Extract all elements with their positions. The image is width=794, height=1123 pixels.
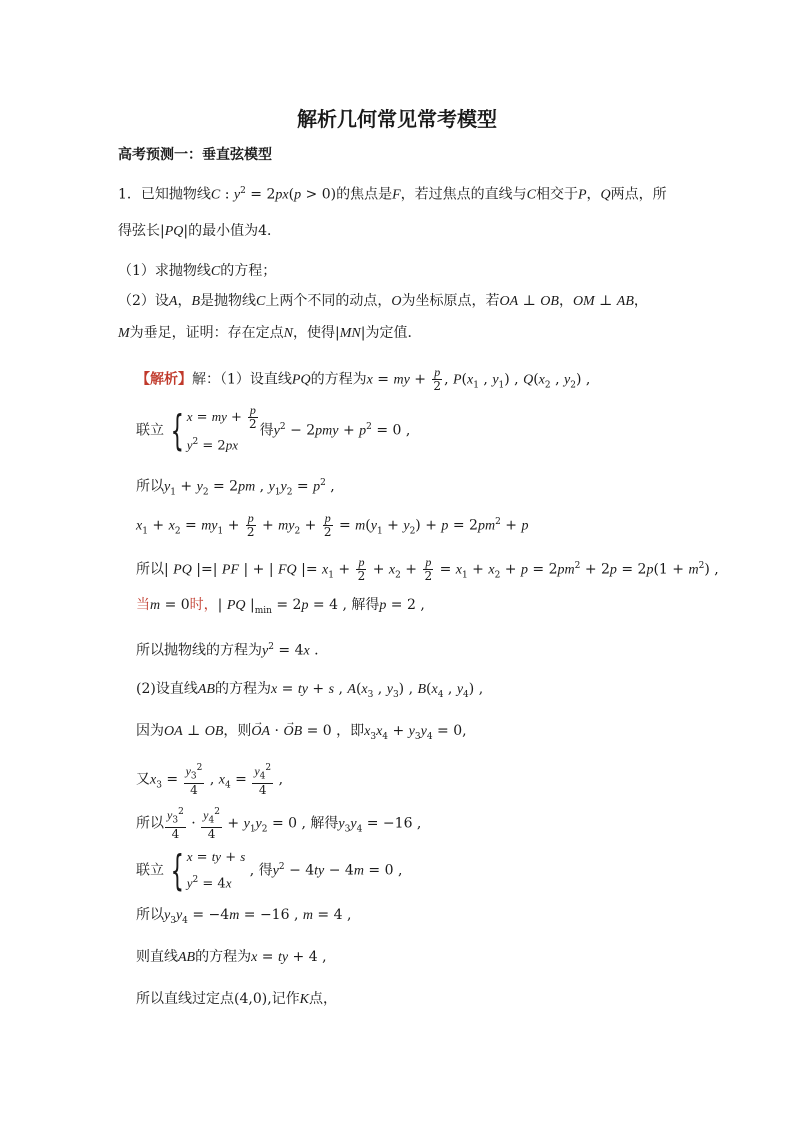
problem-part-3: M为垂足，证明：存在定点N，使得|MN|为定值． <box>118 325 422 341</box>
solution-line-9: 因为OA ⊥ OB，则→ OA · → OB = 0 ，即$x_3x_4 + y_3y_4 = 0$, <box>136 722 467 746</box>
page-title: 解析几何常见常考模型 <box>297 107 497 131</box>
solution-line-10: 又$x_3$ = $\frac{y_3^2}{4}$ , $x_4$ = $\frac{y_4^2}{4}$ , <box>136 763 284 798</box>
solution-line-8: (2)设直线AB的方程为x = ty + s , $A(x_3$ , $y_3$) , $B(x_4$ , $y_4$) , <box>136 681 484 700</box>
solution-line-1: 【解析】解：（1）设直线PQ的方程为x = my + $\frac{p}{2}$ , $P(x_1$ , $y_1$) , $Q(x_2$ , $y_2$) , <box>136 365 591 393</box>
solution-line-11: 所以 $\frac{y_3^2}{4}$ · $\frac{y_4^2}{4}$ + $y_1y_2 = 0$ , 解得$y_3y_4 = -16$ , <box>136 807 422 842</box>
problem-line-2: 得弦长|PQ|的最小值为4． <box>118 223 282 239</box>
solution-line-5: 所以| PQ |=| PF | + | FQ |= $x_1$ + $\frac{p}{2}$ + $x_2$ + $\frac{p}{2}$ = $x_1 + x_2 + p = 2pm^2 + 2p = 2p(1 + m^2)$ , <box>136 555 719 583</box>
solution-system-2: 联立 { x = ty + s $y^2 = 4x$ , 得$y^2 - 4ty - 4m = 0$ , <box>136 845 403 895</box>
section-heading: 高考预测一：垂直弦模型 <box>118 147 272 163</box>
solution-line-15: 所以直线过定点(4,0),记作K点， <box>136 991 337 1007</box>
problem-part-2: （2）设A，B是抛物线C上两个不同的动点，O为坐标原点，若OA ⊥ OB，OM ⊥ AB， <box>118 293 648 309</box>
problem-line-1: 1．已知抛物线C : $y^2 = 2px(p > 0)$的焦点是F，若过焦点的直线与C相交于P，Q两点，所 <box>118 186 667 203</box>
solution-line-14: 则直线AB的方程为x = ty + 4 , <box>136 949 327 965</box>
solution-line-6: 当m = 0时，| PQ $|_{min} = 2p = 4$ , 解得p = 2 , <box>136 597 425 616</box>
solution-line-13: 所以$y_3y_4 = -4m = -16$ , m = 4 , <box>136 907 352 926</box>
solution-line-7: 所以抛物线的方程为$y^2 = 4x$ . <box>136 642 319 659</box>
problem-part-1: （1）求抛物线C的方程； <box>118 263 277 279</box>
solution-line-3: 所以$y_1 + y_2 = 2pm$ , $y_1y_2 = p^2$ , <box>136 478 335 498</box>
solution-line-4: $x_1 + x_2 = my_1$ + $\frac{p}{2}$ + $my_2$ + $\frac{p}{2}$ = $m(y_1 + y_2) + p = 2pm^2 + p$ <box>136 511 529 539</box>
solution-tag: 【解析】 <box>136 371 192 388</box>
solution-system-1: 联立 { x = my + $\frac{p}{2}$ $y^2 = 2px$ 得$y^2 - 2pmy + p^2 = 0$ , <box>136 403 411 455</box>
